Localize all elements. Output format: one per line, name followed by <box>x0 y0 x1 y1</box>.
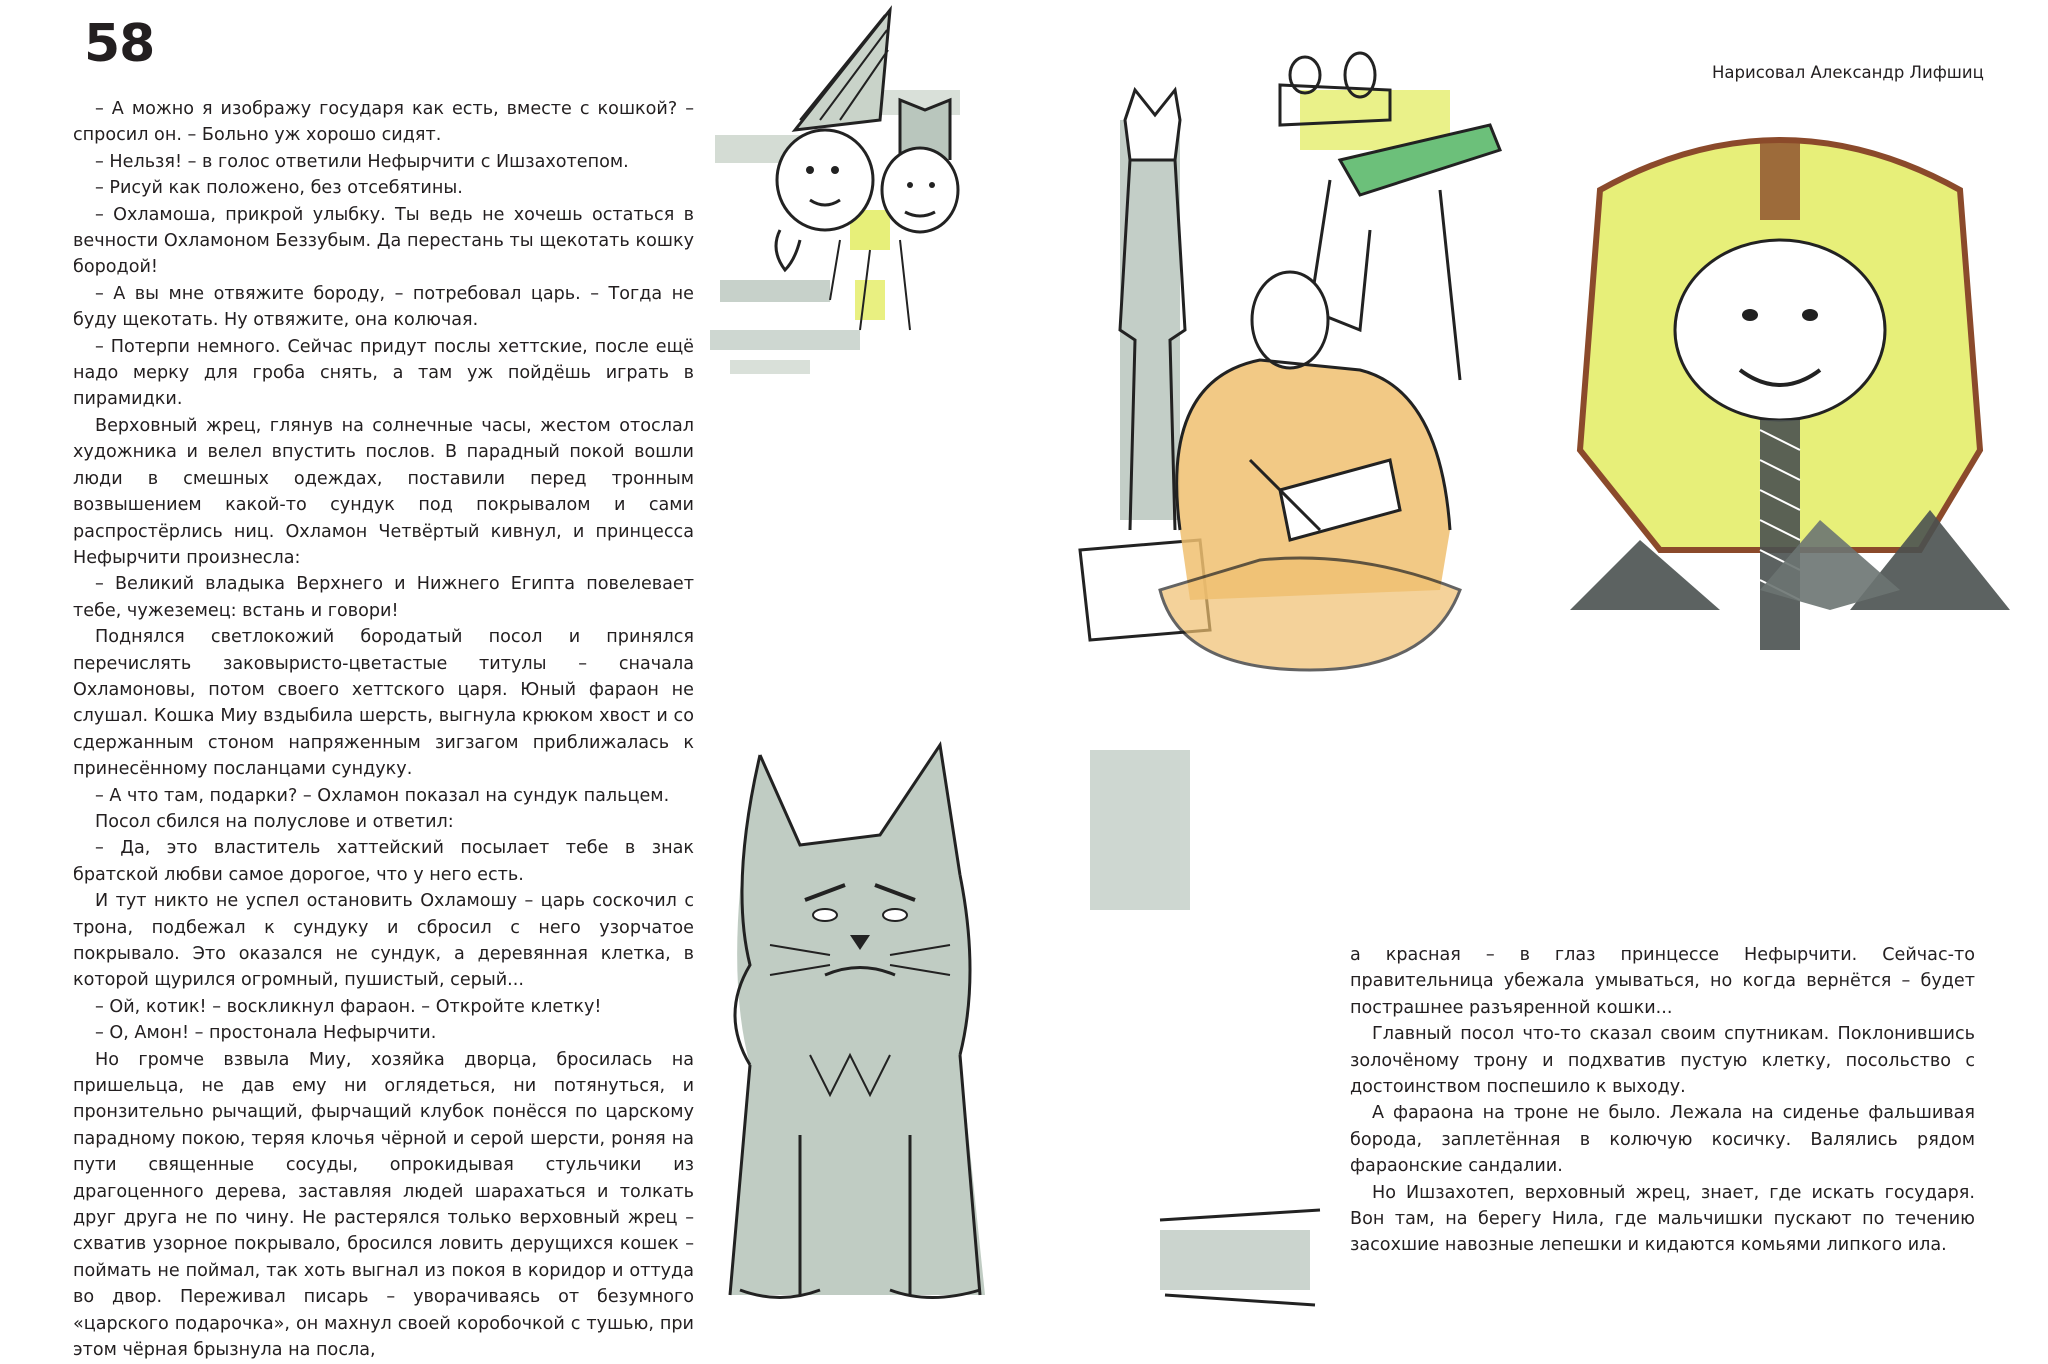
right-text-column <box>1350 942 1975 1259</box>
paragraph: – Великий владыка Верхнего и Нижнего Египта повелевает тебе, чужеземец: встань и говори! <box>73 574 694 621</box>
paragraph: – А можно я изображу государя как есть, вместе с кошкой? – спросил он. – Больно уж хорошо сидят. <box>73 99 694 146</box>
paragraph-continuation: а красная – в глаз принцессе Нефырчити. Сейчас-то правительница убежала умываться, но когда вернётся – будет пострашнее разъяренной кошки... <box>1350 945 1975 1018</box>
paragraph: – О, Амон! – простонала Нефырчити. <box>95 1023 437 1044</box>
bottom-sketch-illustration <box>1150 1200 1330 1320</box>
paragraph: – Рисуй как положено, без отсебятины. <box>95 178 463 199</box>
paragraph: А фараона на троне не было. Лежала на сиденье фальшивая борода, заплетённая в колючую косичку. Валялись рядом фараонские сандалии. <box>1350 1103 1975 1177</box>
paragraph: Поднялся светлокожий бородатый посол и принялся перечислять заковыристо-цветастые титулы – сначала Охламоновы, потом своего хеттского царя. Юный фараон не слушал. Кошка Миу вздыбила шерсть, выгнула крюком хвост и со сдержанным стоном напряженным зигзагом приближалась к принесённому посланцами сундуку. <box>73 627 694 780</box>
paragraph: – Нельзя! – в голос ответили Нефырчити с Ишзахотепом. <box>95 151 629 172</box>
paragraph: – Потерпи немного. Сейчас придут послы хеттские, после ещё надо мерку для гроба снять, а там уж пойдёшь играть в пирамидки. <box>73 336 694 410</box>
paragraph: – Да, это властитель хаттейский посылает тебе в знак братской любви самое дорогое, что у него есть. <box>73 838 694 885</box>
grumpy-cat-illustration <box>710 735 1000 1330</box>
paragraph: Но громче взвыла Миу, хозяйка дворца, бросилась на пришельца, не дав ему ни оглядеться, ни потянуться, и пронзительно рычащий, фырчащий клубок понёсся по царскому парадному покою, теряя клочья чёрной и серой шерсти, роняя на пути священные сосуды, опрокидывая стульчики из драгоценного дерева, заставляя людей шарахаться и толкать друг друга не по чину. Не растерялся только верховный жрец – схватив узорное покрывало, бросился ловить дерущихся кошек – поймать не поймал, так хоть выгнал из покоя в коридор и оттуда во двор. Переживал писарь – уворачиваясь от безумного «царского подарочка», он махнул своей коробочкой с тушью, при этом чёрная брызнула на посла, <box>73 1049 694 1361</box>
illustrator-credit: Нарисовал Александр Лифшиц <box>1712 63 1984 82</box>
paragraph: Верховный жрец, глянув на солнечные часы, жестом отослал художника и велел впустить послов. В парадный покой вошли люди в смешных одеждах, поставили перед тронным возвышением какой-то сундук под покрывалом и сами распростёрлись ниц. Охламон Четвёртый кивнул, и принцесса Нефырчити произнесла: <box>73 415 694 568</box>
paragraph: – А что там, подарки? – Охламон показал на сундук пальцем. <box>95 785 670 806</box>
paragraph: – Ой, котик! – воскликнул фараон. – Откройте клетку! <box>95 996 602 1017</box>
paragraph: Но Ишзахотеп, верховный жрец, знает, где искать государя. Вон там, на берегу Нила, где мальчишки пускают по течению засохшие навозные лепешки и кидаются комьями липкого ила. <box>1350 1182 1975 1256</box>
paragraph: – А вы мне отвяжите бороду, – потребовал царь. – Тогда не буду щекотать. Ну отвяжите, она колючая. <box>73 283 694 331</box>
paragraph: Главный посол что-то сказал своим спутникам. Поклонившись золочёному трону и подхватив пустую клетку, посольство с достоинством поспешило к выходу. <box>1350 1024 1975 1098</box>
page-number: 58 <box>84 14 155 74</box>
egyptian-scene-illustration <box>1060 30 2048 910</box>
left-text-column <box>73 96 694 1364</box>
pharaoh-and-princess-illustration <box>700 0 990 440</box>
paragraph: И тут никто не успел остановить Охламошу – царь соскочил с трона, подбежал к сундуку и сбросил с него узорчатое покрывало. Это оказался не сундук, а деревянная клетка, в которой щурился огромный, пушистый, серый... <box>73 891 694 991</box>
paragraph: Посол сбился на полуслове и ответил: <box>95 811 454 832</box>
paragraph: – Охламоша, прикрой улыбку. Ты ведь не хочешь остаться в вечности Охламоном Беззубым. Да перестань ты щекотать кошку бородой! <box>73 204 694 278</box>
